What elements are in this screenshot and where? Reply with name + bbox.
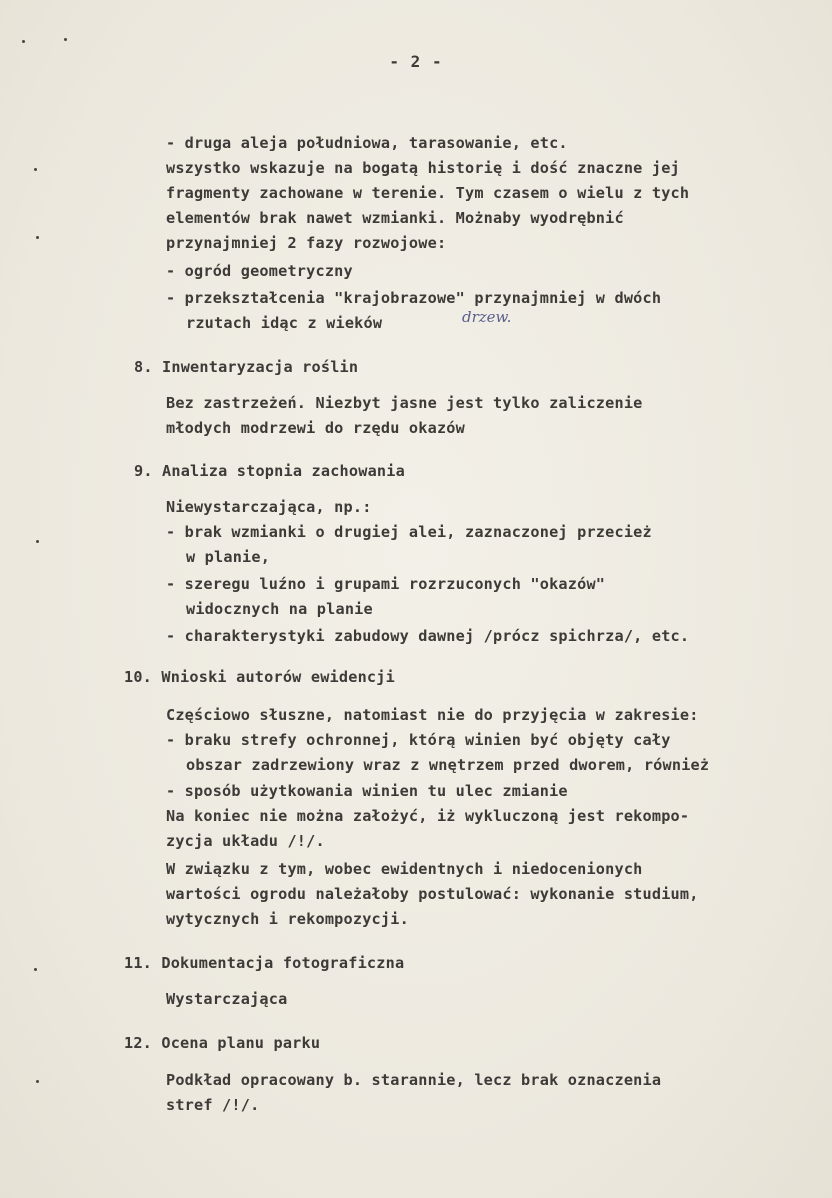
section-heading-11: 11. Dokumentacja fotograficzna: [124, 954, 405, 972]
text-line: Podkład opracowany b. starannie, lecz brak oznaczenia: [166, 1071, 662, 1089]
text-line: elementów brak nawet wzmianki. Możnaby wyodrębnić: [166, 209, 624, 227]
text-line: - druga aleja południowa, tarasowanie, etc.: [166, 134, 568, 152]
text-line: zycja układu /!/.: [166, 832, 325, 850]
text-line: w planie,: [186, 548, 271, 566]
text-line: - charakterystyki zabudowy dawnej /prócz spichrza/, etc.: [166, 627, 690, 645]
text-line: Wystarczająca: [166, 990, 288, 1008]
text-line: Na koniec nie można założyć, iż wykluczoną jest rekompo-: [166, 807, 690, 825]
text-line: - przekształcenia "krajobrazowe" przynajmniej w dwóch: [166, 289, 662, 307]
text-line: - sposób użytkowania winien tu ulec zmianie: [166, 782, 568, 800]
section-heading-10: 10. Wnioski autorów ewidencji: [124, 668, 395, 686]
text-line: - brak wzmianki o drugiej alei, zaznaczonej przecież: [166, 523, 652, 541]
text-line: wszystko wskazuje na bogatą historię i dość znaczne jej: [166, 159, 680, 177]
text-line: przynajmniej 2 fazy rozwojowe:: [166, 234, 447, 252]
text-line: widocznych na planie: [186, 600, 373, 618]
scan-speck: [36, 1080, 39, 1083]
text-line: W związku z tym, wobec ewidentnych i niedocenionych: [166, 860, 643, 878]
scan-speck: [34, 168, 37, 171]
text-line: Częściowo słuszne, natomiast nie do przyjęcia w zakresie:: [166, 706, 699, 724]
section-heading-8: 8. Inwentaryzacja roślin: [134, 358, 359, 376]
text-line: stref /!/.: [166, 1096, 260, 1114]
text-line: fragmenty zachowane w terenie. Tym czasem o wielu z tych: [166, 184, 690, 202]
page-number: - 2 -: [389, 52, 443, 71]
text-line: obszar zadrzewiony wraz z wnętrzem przed dworem, również: [186, 756, 710, 774]
text-line: - braku strefy ochronnej, którą winien być objęty cały: [166, 731, 671, 749]
scan-speck: [36, 540, 39, 543]
handwritten-note: drzew.: [462, 308, 512, 326]
text-line: Niewystarczająca, np.:: [166, 498, 372, 516]
text-line: wytycznych i rekompozycji.: [166, 910, 409, 928]
scan-speck: [34, 968, 37, 971]
text-line: - ogród geometryczny: [166, 262, 353, 280]
scan-speck: [36, 236, 39, 239]
text-line: Bez zastrzeżeń. Niezbyt jasne jest tylko zaliczenie: [166, 394, 643, 412]
text-line: rzutach idąc z wieków: [186, 314, 383, 332]
scan-speck: [64, 38, 67, 41]
text-line: młodych modrzewi do rzędu okazów: [166, 419, 465, 437]
section-heading-9: 9. Analiza stopnia zachowania: [134, 462, 405, 480]
text-line: - szeregu luźno i grupami rozrzuconych "okazów": [166, 575, 606, 593]
text-line: wartości ogrodu należałoby postulować: wykonanie studium,: [166, 885, 699, 903]
scan-speck: [22, 40, 25, 43]
section-heading-12: 12. Ocena planu parku: [124, 1034, 321, 1052]
